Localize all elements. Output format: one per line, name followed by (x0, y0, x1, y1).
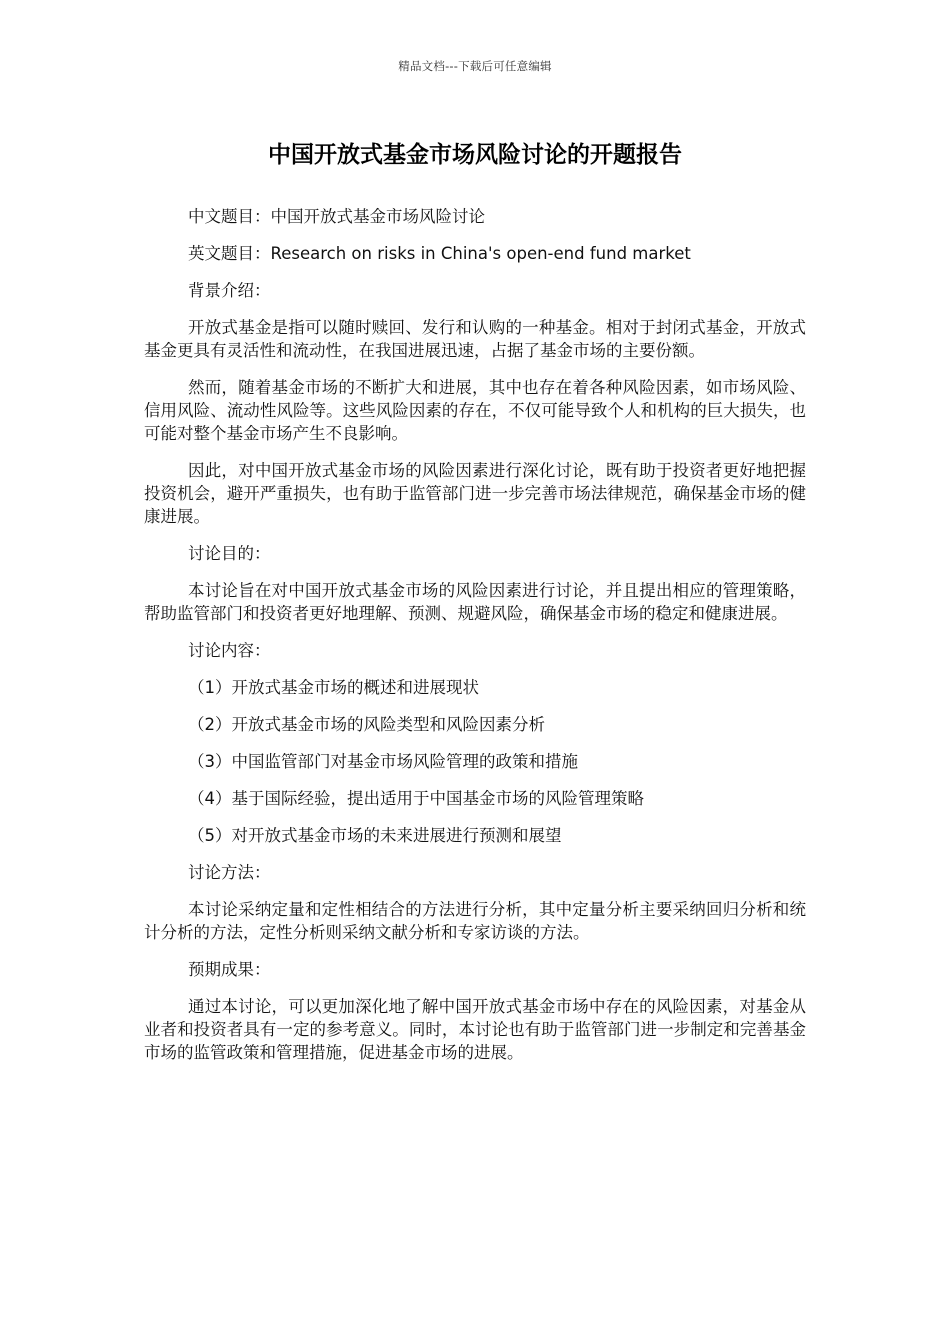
background-paragraph-1: 开放式基金是指可以随时赎回、发行和认购的一种基金。相对于封闭式基金，开放式基金更具有灵活性和流动性，在我国进展迅速，占据了基金市场的主要份额。 (144, 318, 806, 360)
english-title-line: 英文题目：Research on risks in China's open-end fund market (188, 244, 691, 263)
purpose-paragraph: 本讨论旨在对中国开放式基金市场的风险因素进行讨论，并且提出相应的管理策略，帮助监管部门和投资者更好地理解、预测、规避风险，确保基金市场的稳定和健康进展。 (144, 581, 806, 623)
purpose-heading: 讨论目的： (188, 544, 271, 563)
chinese-title-line: 中文题目：中国开放式基金市场风险讨论 (188, 207, 485, 226)
outcomes-heading: 预期成果： (188, 960, 271, 979)
contents-item: （1）开放式基金市场的概述和进展现状 (188, 678, 479, 697)
background-paragraph-3: 因此，对中国开放式基金市场的风险因素进行深化讨论，既有助于投资者更好地把握投资机会，避开严重损失，也有助于监管部门进一步完善市场法律规范，确保基金市场的健康进展。 (144, 461, 806, 526)
document-title: 中国开放式基金市场风险讨论的开题报告 (268, 142, 682, 168)
contents-item: （3）中国监管部门对基金市场风险管理的政策和措施 (188, 752, 578, 771)
contents-item: （5）对开放式基金市场的未来进展进行预测和展望 (188, 826, 562, 845)
page-header-note: 精品文档---下载后可任意编辑 (398, 59, 552, 73)
contents-item: （2）开放式基金市场的风险类型和风险因素分析 (188, 715, 545, 734)
contents-item: （4）基于国际经验，提出适用于中国基金市场的风险管理策略 (188, 789, 644, 808)
background-heading: 背景介绍： (188, 281, 271, 300)
background-paragraph-2: 然而，随着基金市场的不断扩大和进展，其中也存在着各种风险因素，如市场风险、信用风险、流动性风险等。这些风险因素的存在，不仅可能导致个人和机构的巨大损失，也可能对整个基金市场产生不良影响。 (144, 378, 806, 443)
contents-heading: 讨论内容： (188, 641, 271, 660)
methods-paragraph: 本讨论采纳定量和定性相结合的方法进行分析，其中定量分析主要采纳回归分析和统计分析的方法，定性分析则采纳文献分析和专家访谈的方法。 (144, 900, 806, 942)
document-body (144, 205, 806, 1078)
outcomes-paragraph: 通过本讨论，可以更加深化地了解中国开放式基金市场中存在的风险因素，对基金从业者和投资者具有一定的参考意义。同时，本讨论也有助于监管部门进一步制定和完善基金市场的监管政策和管理措施，促进基金市场的进展。 (144, 997, 806, 1062)
methods-heading: 讨论方法： (188, 863, 271, 882)
